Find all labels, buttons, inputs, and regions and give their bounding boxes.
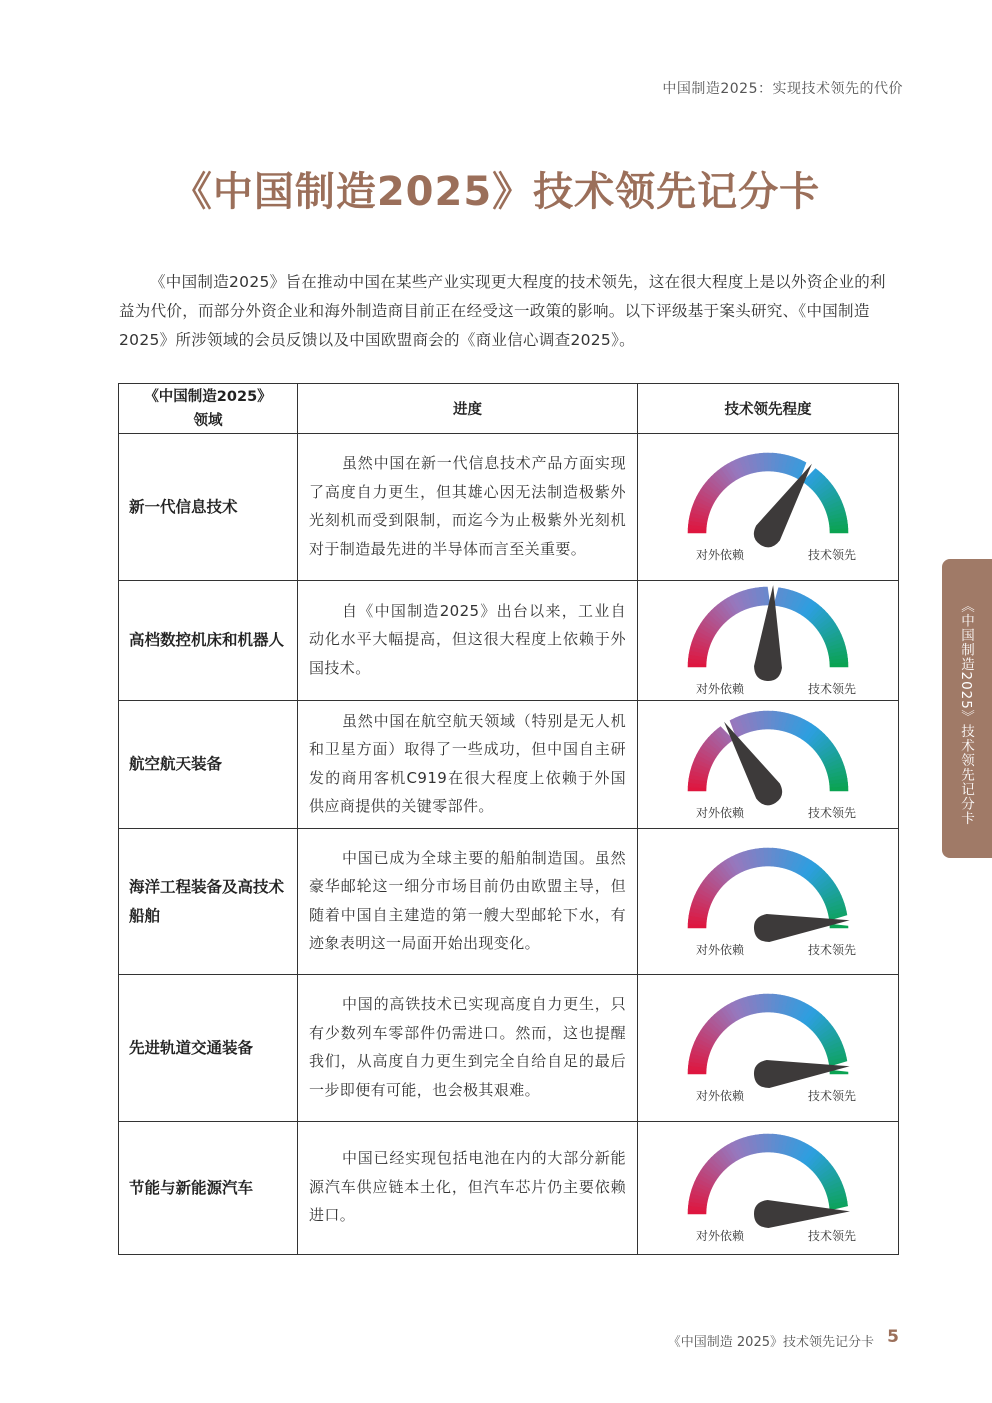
gauge-label-right: 技术领先	[808, 681, 857, 696]
gauge-arc-segment	[830, 662, 848, 666]
gauge-label-right: 技术领先	[808, 805, 857, 820]
table-row	[119, 581, 899, 701]
gauge-cell	[638, 434, 899, 581]
area-cell: 先进轨道交通装备	[119, 975, 298, 1122]
table-header-row	[119, 384, 899, 434]
gauge-label-left: 对外依赖	[696, 1229, 745, 1243]
gauge-svg	[668, 1132, 868, 1244]
gauge-label-right: 技术领先	[808, 942, 857, 957]
area-cell: 高档数控机床和机器人	[119, 581, 298, 701]
progress-cell: 中国已成为全球主要的船舶制造国。虽然豪华邮轮这一细分市场目前仍由欧盟主导，但随着中国自主建造的第一艘大型邮轮下水，有迹象表明这一局面开始出现变化。	[298, 829, 638, 975]
gauge-arc-segment	[764, 848, 768, 866]
gauge-label-left: 对外依赖	[696, 1089, 745, 1103]
header-area	[119, 384, 298, 434]
gauge-arc-segment	[764, 1134, 768, 1152]
gauge-label-right: 技术领先	[808, 548, 857, 562]
gauge-svg	[668, 709, 868, 821]
table-row	[119, 975, 899, 1122]
tech-level-gauge	[638, 585, 898, 697]
gauge-label-left: 对外依赖	[696, 805, 745, 820]
header-level: 技术领先程度	[638, 384, 899, 434]
gauge-svg	[668, 451, 868, 563]
gauge-arc-segment	[830, 529, 848, 533]
gauge-arc-segment	[764, 587, 768, 605]
progress-cell: 自《中国制造2025》出台以来，工业自动化水平大幅提高，但这很大程度上依赖于外国技术。	[298, 581, 638, 701]
gauge-arc-segment	[830, 786, 848, 790]
page-title: 《中国制造2025》技术领先记分卡	[171, 169, 821, 215]
progress-cell: 中国的高铁技术已实现高度自力更生，只有少数列车零部件仍需进口。然而，这也提醒我们，从高度自力更生到完全自给自足的最后一步即便有可能，也会极其艰难。	[298, 975, 638, 1122]
header-area-line2: 领域	[193, 412, 223, 429]
progress-cell: 虽然中国在新一代信息技术产品方面实现了高度自力更生，但其雄心因无法制造极紫外光刻机而受到限制，而迄今为止极紫外光刻机对于制造最先进的半导体而言至关重要。	[298, 434, 638, 581]
area-cell: 航空航天装备	[119, 701, 298, 829]
area-cell: 海洋工程装备及高技术船舶	[119, 829, 298, 975]
side-tab	[942, 559, 992, 858]
intro-paragraph: 《中国制造2025》旨在推动中国在某些产业实现更大程度的技术领先，这在很大程度上是以外资企业的利益为代价，而部分外资企业和海外制造商目前正在经受这一政策的影响。以下评级基于案头研究、《中国制造2025》所涉领域的会员反馈以及中国欧盟商会的《商业信心调查2025》。	[119, 273, 886, 349]
table-row	[119, 829, 899, 975]
gauge-svg	[668, 992, 868, 1104]
tech-level-gauge	[638, 709, 898, 821]
gauge-label-right: 技术领先	[808, 1229, 857, 1243]
gauge-label-left: 对外依赖	[696, 548, 745, 562]
gauge-cell	[638, 975, 899, 1122]
footer-label: 《中国制造 2025》技术领先记分卡	[667, 1335, 874, 1350]
gauge-cell	[638, 701, 899, 829]
scorecard-table	[118, 383, 899, 1255]
gauge-label-left: 对外依赖	[696, 681, 745, 696]
tech-level-gauge	[638, 451, 898, 563]
gauge-cell	[638, 581, 899, 701]
tech-level-gauge	[638, 846, 898, 958]
progress-cell: 中国已经实现包括电池在内的大部分新能源汽车供应链本土化，但汽车芯片仍主要依赖进口。	[298, 1122, 638, 1255]
gauge-cell	[638, 829, 899, 975]
area-cell: 节能与新能源汽车	[119, 1122, 298, 1255]
progress-cell: 虽然中国在航空航天领域（特别是无人机和卫星方面）取得了一些成功，但中国自主研发的商用客机C919在很大程度上依赖于外国供应商提供的关键零部件。	[298, 701, 638, 829]
gauge-cell	[638, 1122, 899, 1255]
gauge-svg	[668, 585, 868, 697]
side-tab-label: 《中国制造2025》技术领先记分卡	[958, 599, 974, 826]
running-head: 中国制造2025：实现技术领先的代价	[662, 81, 903, 97]
table-row	[119, 434, 899, 581]
header-area-line1: 《中国制造2025》	[144, 388, 272, 405]
gauge-arc-segment	[764, 453, 768, 471]
tech-level-gauge	[638, 992, 898, 1104]
gauge-needle	[724, 721, 782, 805]
gauge-arc-segment	[764, 994, 768, 1012]
gauge-label-left: 对外依赖	[696, 942, 745, 957]
gauge-needle	[754, 464, 812, 548]
gauge-arc-segment	[764, 711, 768, 729]
page-number: 5	[887, 1327, 899, 1347]
table-row	[119, 1122, 899, 1255]
header-progress: 进度	[298, 384, 638, 434]
tech-level-gauge	[638, 1132, 898, 1244]
gauge-label-right: 技术领先	[808, 1089, 857, 1103]
gauge-svg	[668, 846, 868, 958]
table-row	[119, 701, 899, 829]
area-cell: 新一代信息技术	[119, 434, 298, 581]
